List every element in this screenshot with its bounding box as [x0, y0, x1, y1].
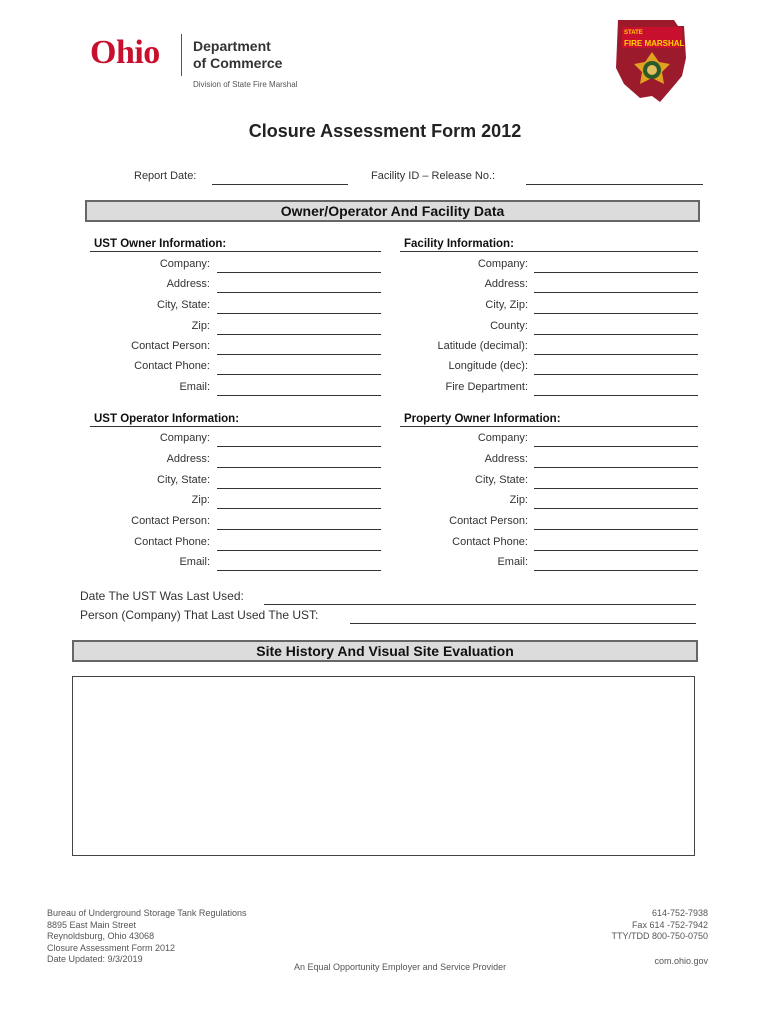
property-owner-zip-label: Zip: — [509, 494, 528, 506]
division-name: Division of State Fire Marshal — [193, 80, 298, 89]
ust-operator-email-label: Email: — [179, 556, 210, 568]
footer-website-link[interactable]: com.ohio.gov — [654, 956, 708, 966]
ust-owner-address-label: Address: — [166, 278, 210, 290]
ust-operator-heading-rule — [90, 426, 381, 427]
ohio-logo: Ohio — [90, 34, 160, 71]
ust-owner-contact-person-field[interactable] — [217, 354, 381, 355]
property-owner-contact-phone-field[interactable] — [534, 550, 698, 551]
ust-owner-contact-person-label: Contact Person: — [131, 340, 210, 352]
property-owner-address-field[interactable] — [534, 467, 698, 468]
facility-latitude-label: Latitude (decimal): — [437, 340, 528, 352]
ust-operator-contact-person-label: Contact Person: — [131, 515, 210, 527]
footer-date-updated: Date Updated: 9/3/2019 — [47, 954, 143, 964]
ust-owner-heading-rule — [90, 251, 381, 252]
property-owner-contact-phone-label: Contact Phone: — [452, 536, 528, 548]
footer-phone-block — [611, 908, 708, 943]
property-owner-email-label: Email: — [497, 556, 528, 568]
last-used-date-field[interactable] — [264, 604, 696, 605]
property-owner-email-field[interactable] — [534, 570, 698, 571]
ust-owner-city-state-label: City, State: — [157, 299, 210, 311]
ust-owner-company-field[interactable] — [217, 272, 381, 273]
ust-owner-address-field[interactable] — [217, 292, 381, 293]
last-used-by-field[interactable] — [350, 623, 696, 624]
department-line-2: of Commerce — [193, 55, 283, 71]
facility-heading: Facility Information: — [404, 238, 514, 250]
property-owner-heading: Property Owner Information: — [404, 413, 561, 425]
facility-fire-department-label: Fire Department: — [445, 381, 528, 393]
property-owner-contact-person-label: Contact Person: — [449, 515, 528, 527]
site-history-textarea[interactable] — [72, 676, 695, 856]
property-owner-zip-field[interactable] — [534, 508, 698, 509]
department-line-1: Department — [193, 38, 271, 54]
report-date-field[interactable] — [212, 184, 348, 185]
property-owner-city-state-label: City, State: — [475, 474, 528, 486]
footer-tty: TTY/TDD 800-750-0750 — [611, 931, 708, 941]
header-divider — [181, 34, 182, 76]
ust-operator-email-field[interactable] — [217, 570, 381, 571]
svg-text:FIRE MARSHAL: FIRE MARSHAL — [624, 39, 685, 48]
footer-city: Reynoldsburg, Ohio 43068 — [47, 931, 155, 941]
property-owner-heading-rule — [400, 426, 698, 427]
ust-operator-city-state-field[interactable] — [217, 488, 381, 489]
facility-fire-department-field[interactable] — [534, 395, 698, 396]
form-title: Closure Assessment Form 2012 — [248, 121, 522, 141]
footer-address-block — [47, 908, 246, 966]
facility-company-field[interactable] — [534, 272, 698, 273]
facility-company-label: Company: — [477, 258, 528, 270]
ust-owner-contact-phone-label: Contact Phone: — [134, 360, 210, 372]
ust-owner-email-label: Email: — [179, 381, 210, 393]
fire-marshal-seal-icon — [612, 18, 692, 104]
facility-address-field[interactable] — [534, 292, 698, 293]
facility-city-zip-label: City, Zip: — [485, 299, 528, 311]
facility-county-label: County: — [490, 320, 528, 332]
facility-city-zip-field[interactable] — [534, 313, 698, 314]
facility-county-field[interactable] — [534, 334, 698, 335]
footer-equal-opportunity: An Equal Opportunity Employer and Service Provider — [294, 962, 507, 972]
ust-owner-contact-phone-field[interactable] — [217, 374, 381, 375]
facility-longitude-field[interactable] — [534, 374, 698, 375]
property-owner-contact-person-field[interactable] — [534, 529, 698, 530]
last-used-date-label: Date The UST Was Last Used: — [80, 589, 244, 603]
property-owner-company-label: Company: — [477, 432, 528, 444]
facility-longitude-label: Longitude (dec): — [448, 360, 528, 372]
footer-street: 8895 East Main Street — [47, 919, 137, 930]
ust-owner-heading: UST Owner Information: — [94, 238, 227, 250]
svg-text:STATE: STATE — [624, 30, 643, 36]
property-owner-company-field[interactable] — [534, 446, 698, 447]
property-owner-address-label: Address: — [484, 453, 528, 465]
facility-address-label: Address: — [484, 278, 528, 290]
ust-operator-contact-person-field[interactable] — [217, 529, 381, 530]
owner-operator-section-header: Owner/Operator And Facility Data — [85, 200, 700, 222]
ust-owner-company-label: Company: — [159, 258, 210, 270]
ust-operator-zip-field[interactable] — [217, 508, 381, 509]
footer-form-name: Closure Assessment Form 2012 — [47, 942, 176, 953]
ust-operator-contact-phone-field[interactable] — [217, 550, 381, 551]
ust-owner-zip-label: Zip: — [191, 320, 210, 332]
ust-operator-address-label: Address: — [166, 453, 210, 465]
ust-operator-address-field[interactable] — [217, 467, 381, 468]
ust-operator-company-field[interactable] — [217, 446, 381, 447]
ust-operator-contact-phone-label: Contact Phone: — [134, 536, 210, 548]
footer-fax: Fax 614 -752-7942 — [631, 919, 708, 930]
footer-bureau: Bureau of Underground Storage Tank Regulations — [47, 908, 247, 918]
last-used-by-label: Person (Company) That Last Used The UST: — [80, 608, 319, 622]
ust-operator-company-label: Company: — [159, 432, 210, 444]
footer-phone: 614-752-7938 — [651, 908, 708, 918]
property-owner-city-state-field[interactable] — [534, 488, 698, 489]
report-date-label: Report Date: — [134, 170, 197, 182]
ust-operator-zip-label: Zip: — [191, 494, 210, 506]
ust-owner-zip-field[interactable] — [217, 334, 381, 335]
ust-operator-heading: UST Operator Information: — [94, 413, 240, 425]
ust-operator-city-state-label: City, State: — [157, 474, 210, 486]
facility-heading-rule — [400, 251, 698, 252]
facility-id-label: Facility ID – Release No.: — [371, 170, 496, 182]
ust-owner-email-field[interactable] — [217, 395, 381, 396]
facility-latitude-field[interactable] — [534, 354, 698, 355]
ust-owner-city-state-field[interactable] — [217, 313, 381, 314]
site-history-section-header: Site History And Visual Site Evaluation — [72, 640, 698, 662]
facility-id-field[interactable] — [526, 184, 703, 185]
